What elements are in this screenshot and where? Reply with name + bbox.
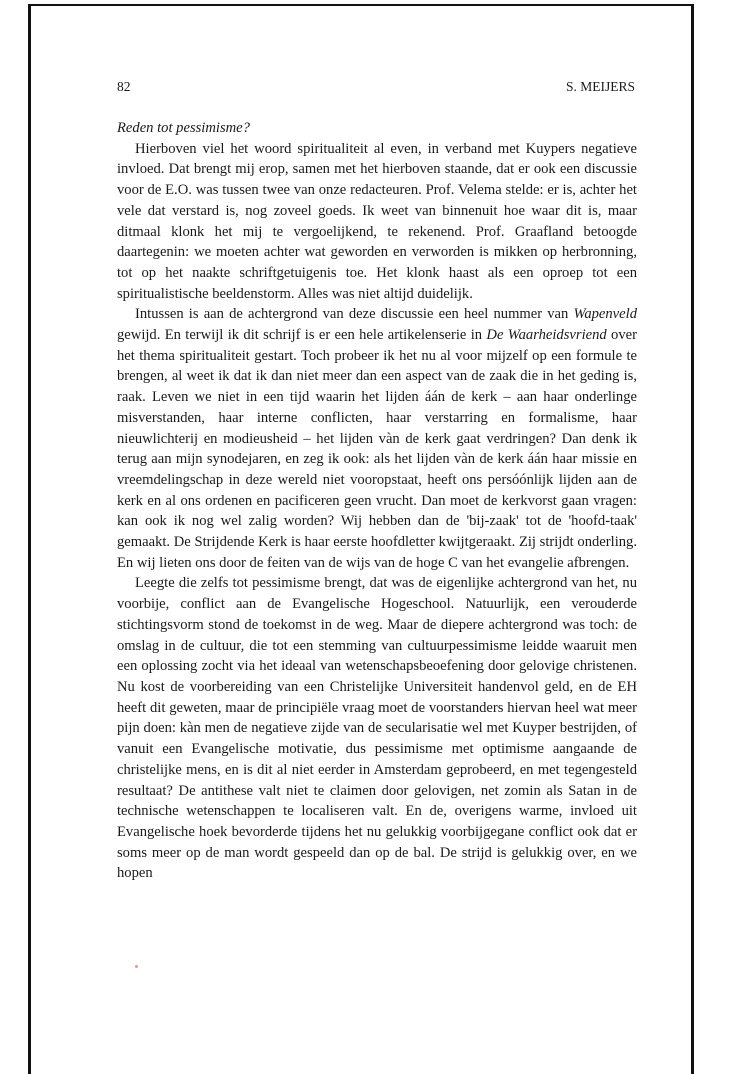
paragraph-text: Leegte die zelfs tot pessimisme brengt, dat was de eigenlijke achtergrond van het, nu voorbije, conflict aan de Evangelische Hogeschool. Natuurlijk, een verouderde stichtingsvorm stond de toekomst in de weg. Maar de diepere achtergrond was toch: de omslag in de cultuur, die tot een stemming van cultuurpessimisme leidde waaruit men een oplossing zocht via het ideaal van wetenschapsbeoefening door gelovige christenen. Nu kost de voorbereiding van een Christelijke Universiteit handenvol geld, en de EH heeft dit geweten, maar de principiële vraag moet de voorstanders hiervan heel wat meer pijn doen: kàn men de negatieve zijde van de secularisatie wel met Kuyper bestrijden, of vanuit een Evangelische motivatie, dus pessimisme met optimisme aangaande de christelijke mens, en is dit al niet eerder in Amsterdam geprobeerd, en met tegengesteld resultaat? De antithese valt niet te claimen door gelovigen, net zomin als Satan in de technische wetenschappen te localiseren valt. En de, overigens warme, invloed uit Evangelische hoek bevorderde tijdens het nu gelukkig voorbijgegane conflict ook dat er soms meer op de man wordt gespeeld dan op de bal. De strijd is gelukkig over, en we hopen bbox=[117, 575, 637, 882]
paragraph-text: gewijd. En terwijl ik dit schrijf is er een hele artikelenserie in bbox=[117, 327, 487, 344]
paragraph bbox=[117, 139, 637, 305]
paragraph-text: Hierboven viel het woord spiritualiteit al even, in verband met Kuypers negatieve invloed. Dat brengt mij erop, samen met het hierboven staande, dat er ook een discussie voor de E.O. was tussen twee van onze redacteuren. Prof. Velema stelde: er is, achter het vele dat verstard is, nog zoveel goeds. Ik weet van binnenuit hoe waar dit is, maar ditmaal klonk het mij te vergoelijkend, te rekenend. Prof. Graafland betoogde daartegenin: we moeten achter wat geworden en verworden is mikken op herbronning, tot op het naakte schriftgetuigenis toe. Het klonk haast als een oproep tot een spiritualistische beeldenstorm. Alles was niet altijd duidelijk. bbox=[117, 140, 637, 302]
paper-speck bbox=[135, 965, 138, 968]
section-title: Reden tot pessimisme? bbox=[117, 120, 250, 136]
running-header bbox=[117, 79, 635, 95]
paragraph-text: over het thema spiritualiteit gestart. Toch probeer ik het nu al voor mijzelf op een formule te brengen, al weet ik dat ik dan niet meer dan een aspect van de zaak die in het geding is, raak. Leven we niet in een tijd waarin het lijden áán de kerk – aan haar onderlinge misverstanden, haar interne conflicten, haar verstarring en formalisme, haar nieuwlichterij en modieusheid – het lijden vàn de kerk gaat verdringen? Dan denk ik terug aan mijn synodejaren, en zeg ik ook: als het lijden vàn de kerk áán haar missie en vreemdelingschap in deze wereld niet vooropstaat, heeft ons persóónlijk lijden aan de kerk en al ons ordenen en pacificeren geen vrucht. Dan moet de kerkvorst gaan vragen: kan ook ik nog wel zalig worden? Wij hebben dan de 'bij-zaak' tot de 'hoofd-taak' gemaakt. De Strijdende Kerk is haar eerste hoofdletter kwijtgeraakt. Zij strijdt onderling. En wij lieten ons door de feiten van de wijs van de hoge C van het evangelie afbrengen. bbox=[117, 327, 637, 571]
paragraph bbox=[117, 304, 637, 573]
article-body bbox=[117, 118, 637, 884]
journal-title-wapenveld: Wapenveld bbox=[573, 306, 637, 323]
paragraph-text: Intussen is aan de achtergrond van deze discussie een heel nummer van bbox=[135, 306, 574, 323]
paragraph bbox=[117, 573, 637, 884]
running-head-author: S. MEIJERS bbox=[565, 79, 635, 94]
journal-title-waarheidsvriend: De Waarheidsvriend bbox=[486, 327, 607, 344]
page-number: 82 bbox=[117, 79, 131, 94]
